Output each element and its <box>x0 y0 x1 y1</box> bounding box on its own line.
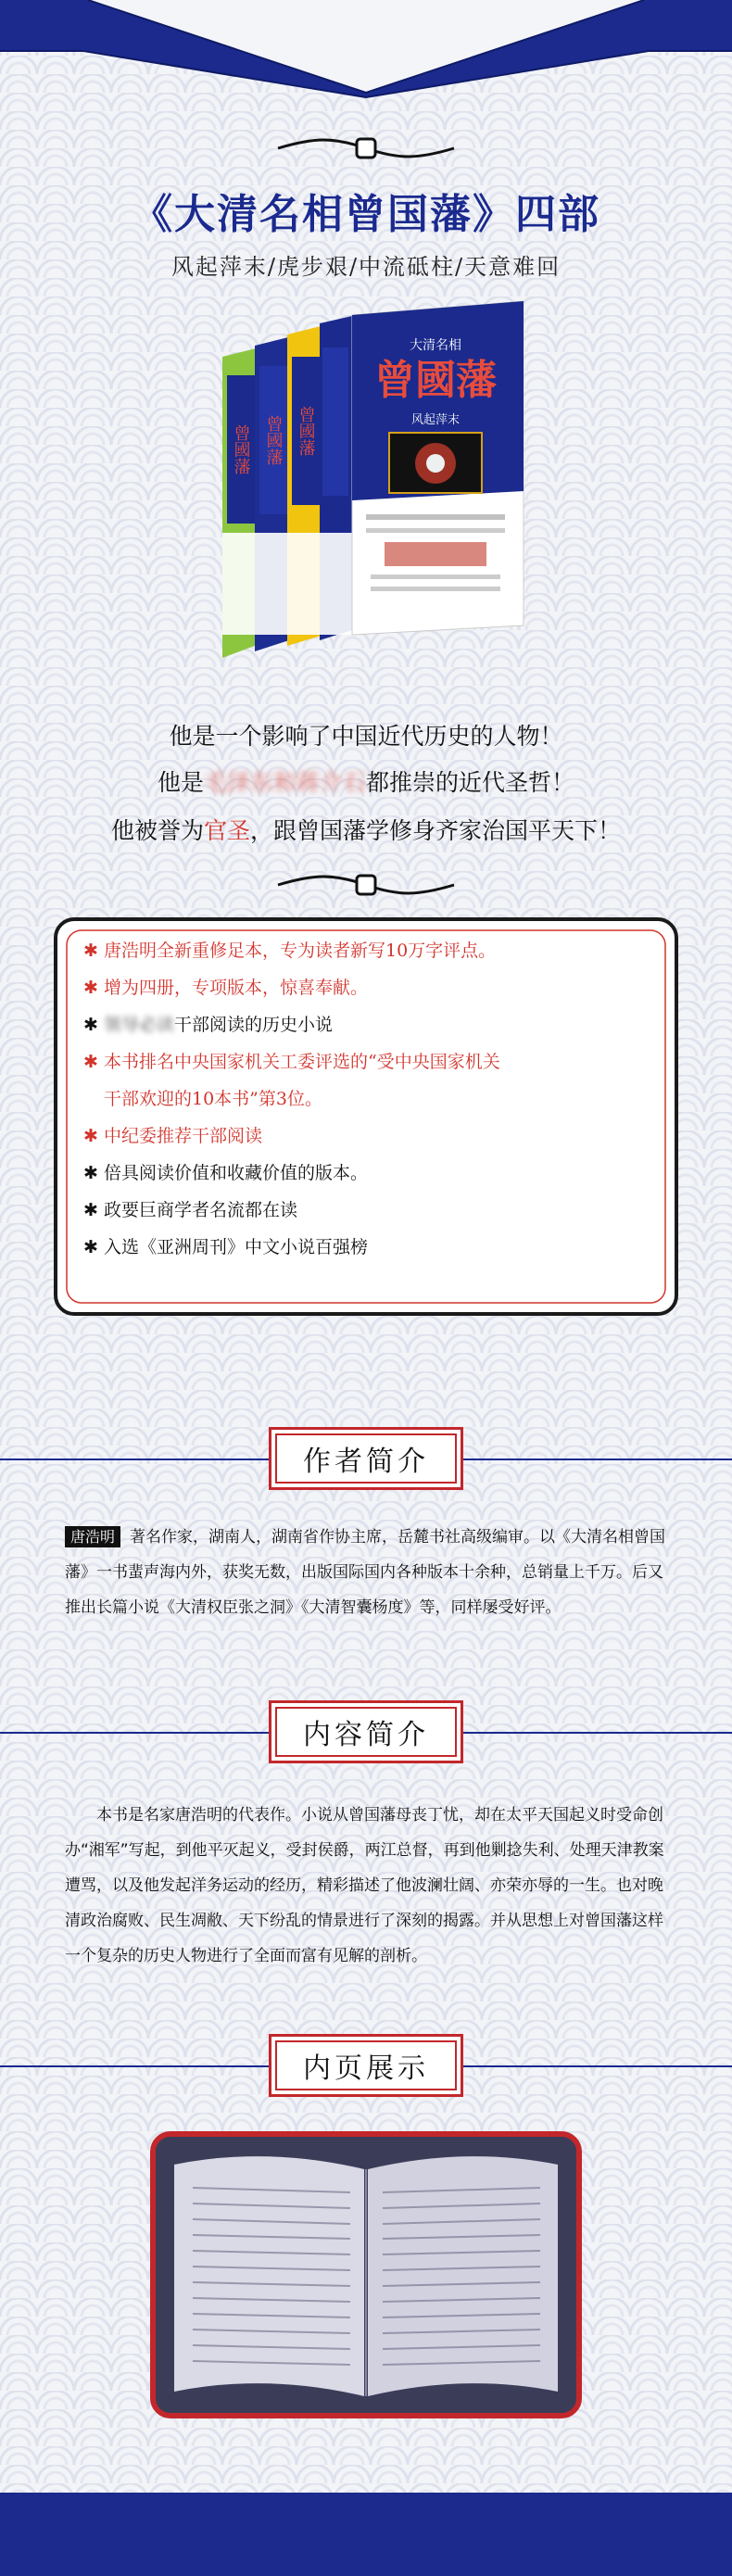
feature-item: ✱ 入选《亚洲周刊》中文小说百强榜 <box>57 1229 675 1266</box>
page-title: 《大清名相曾国藩》四部 <box>132 191 600 238</box>
star-icon: ✱ <box>83 1163 98 1183</box>
inner-page-photo <box>150 2131 582 2418</box>
star-icon: ✱ <box>83 1237 98 1257</box>
intro-line-1: 他是一个影响了中国近代历史的人物！ <box>169 723 563 750</box>
author-bio: 唐浩明 著名作家，湖南人，湖南省作协主席，岳麓书社高级编审。以《大清名相曾国藩》一书蜚声海内外，获奖无数，出版国际国内各种版本十余种，总销量上千万。后又推出长篇小说《大清权臣张之洞》《大清智囊杨度》等，同样屡受好评。 <box>65 1528 666 1617</box>
star-icon: ✱ <box>83 1126 98 1146</box>
feature-item: ✱ 领导必读干部阅读的历史小说 <box>57 1006 675 1043</box>
features-list <box>57 932 675 1266</box>
cover-series: 大清名相 <box>410 338 461 353</box>
ornament-divider <box>0 134 732 162</box>
intro-line-3: 他被誉为官圣，跟曾国藩学修身齐家治国平天下！ <box>110 817 622 844</box>
star-icon: ✱ <box>83 1015 98 1035</box>
star-icon: ✱ <box>83 978 98 998</box>
footer-band <box>0 2493 732 2576</box>
book-set-image <box>204 292 537 690</box>
spine-title-3: 曾國藩 <box>296 406 316 456</box>
content-summary: 本书是名家唐浩明的代表作。小说从曾国藩母丧丁忧，却在太平天国起义时受命创办“湘军”写起，到他平灭起义，受封侯爵，两江总督，再到他剿捻失利、处理天津教案遭骂，以及他发起洋务运动的经历，精彩描述了他波澜壮阔、亦荣亦辱的一生。也对晚清政治腐败、民生凋敝、天下纷乱的情景进行了深刻的揭露。并从思想上对曾国藩这样一个复杂的历史人物进行了全面而富有见解的剖析。 <box>65 1806 664 1965</box>
feature-item-continuation: 干部欢迎的10本书”第3位。 <box>104 1089 322 1109</box>
highlight-guansheng: 官圣 <box>203 817 250 844</box>
cover-subtitle: 风起萍末 <box>410 413 461 427</box>
spine-title-1: 曾國藩 <box>231 424 251 474</box>
star-icon: ✱ <box>83 1052 98 1072</box>
preview-section-heading: 内页展示 <box>0 2034 732 2099</box>
feature-item: ✱ 倍具阅读价值和收藏价值的版本。 <box>57 1155 675 1192</box>
feature-item: ✱ 本书排名中央国家机关工委评选的“受中央国家机关 <box>57 1043 675 1080</box>
page-subtitle: 风起萍末/虎步艰/中流砥柱/天意难回 <box>170 254 562 280</box>
star-icon: ✱ <box>83 941 98 961</box>
feature-item: ✱ 政要巨商学者名流都在读 <box>57 1192 675 1229</box>
content-section-heading: 内容简介 <box>0 1700 732 1765</box>
collar-header <box>0 0 732 120</box>
ornament-divider <box>0 871 732 899</box>
author-name-tag: 唐浩明 <box>65 1526 120 1547</box>
cover-title: 曾國藩 <box>374 357 497 404</box>
feature-item: ✱ 唐浩明全新重修足本，专为读者新写10万字评点。 <box>57 932 675 969</box>
spine-title-2: 曾國藩 <box>263 415 284 465</box>
author-section-heading: 作者简介 <box>0 1427 732 1492</box>
blurred-names: 毛泽东和蒋介石 <box>203 769 366 796</box>
intro-line-2: 他是毛泽东和蒋介石都推崇的近代圣哲！ <box>157 769 575 796</box>
feature-item: ✱ 中纪委推荐干部阅读 <box>57 1118 675 1155</box>
features-box <box>54 917 678 1316</box>
star-icon: ✱ <box>83 1200 98 1220</box>
feature-item: ✱ 增为四册，专项版本，惊喜奉献。 <box>57 969 675 1006</box>
